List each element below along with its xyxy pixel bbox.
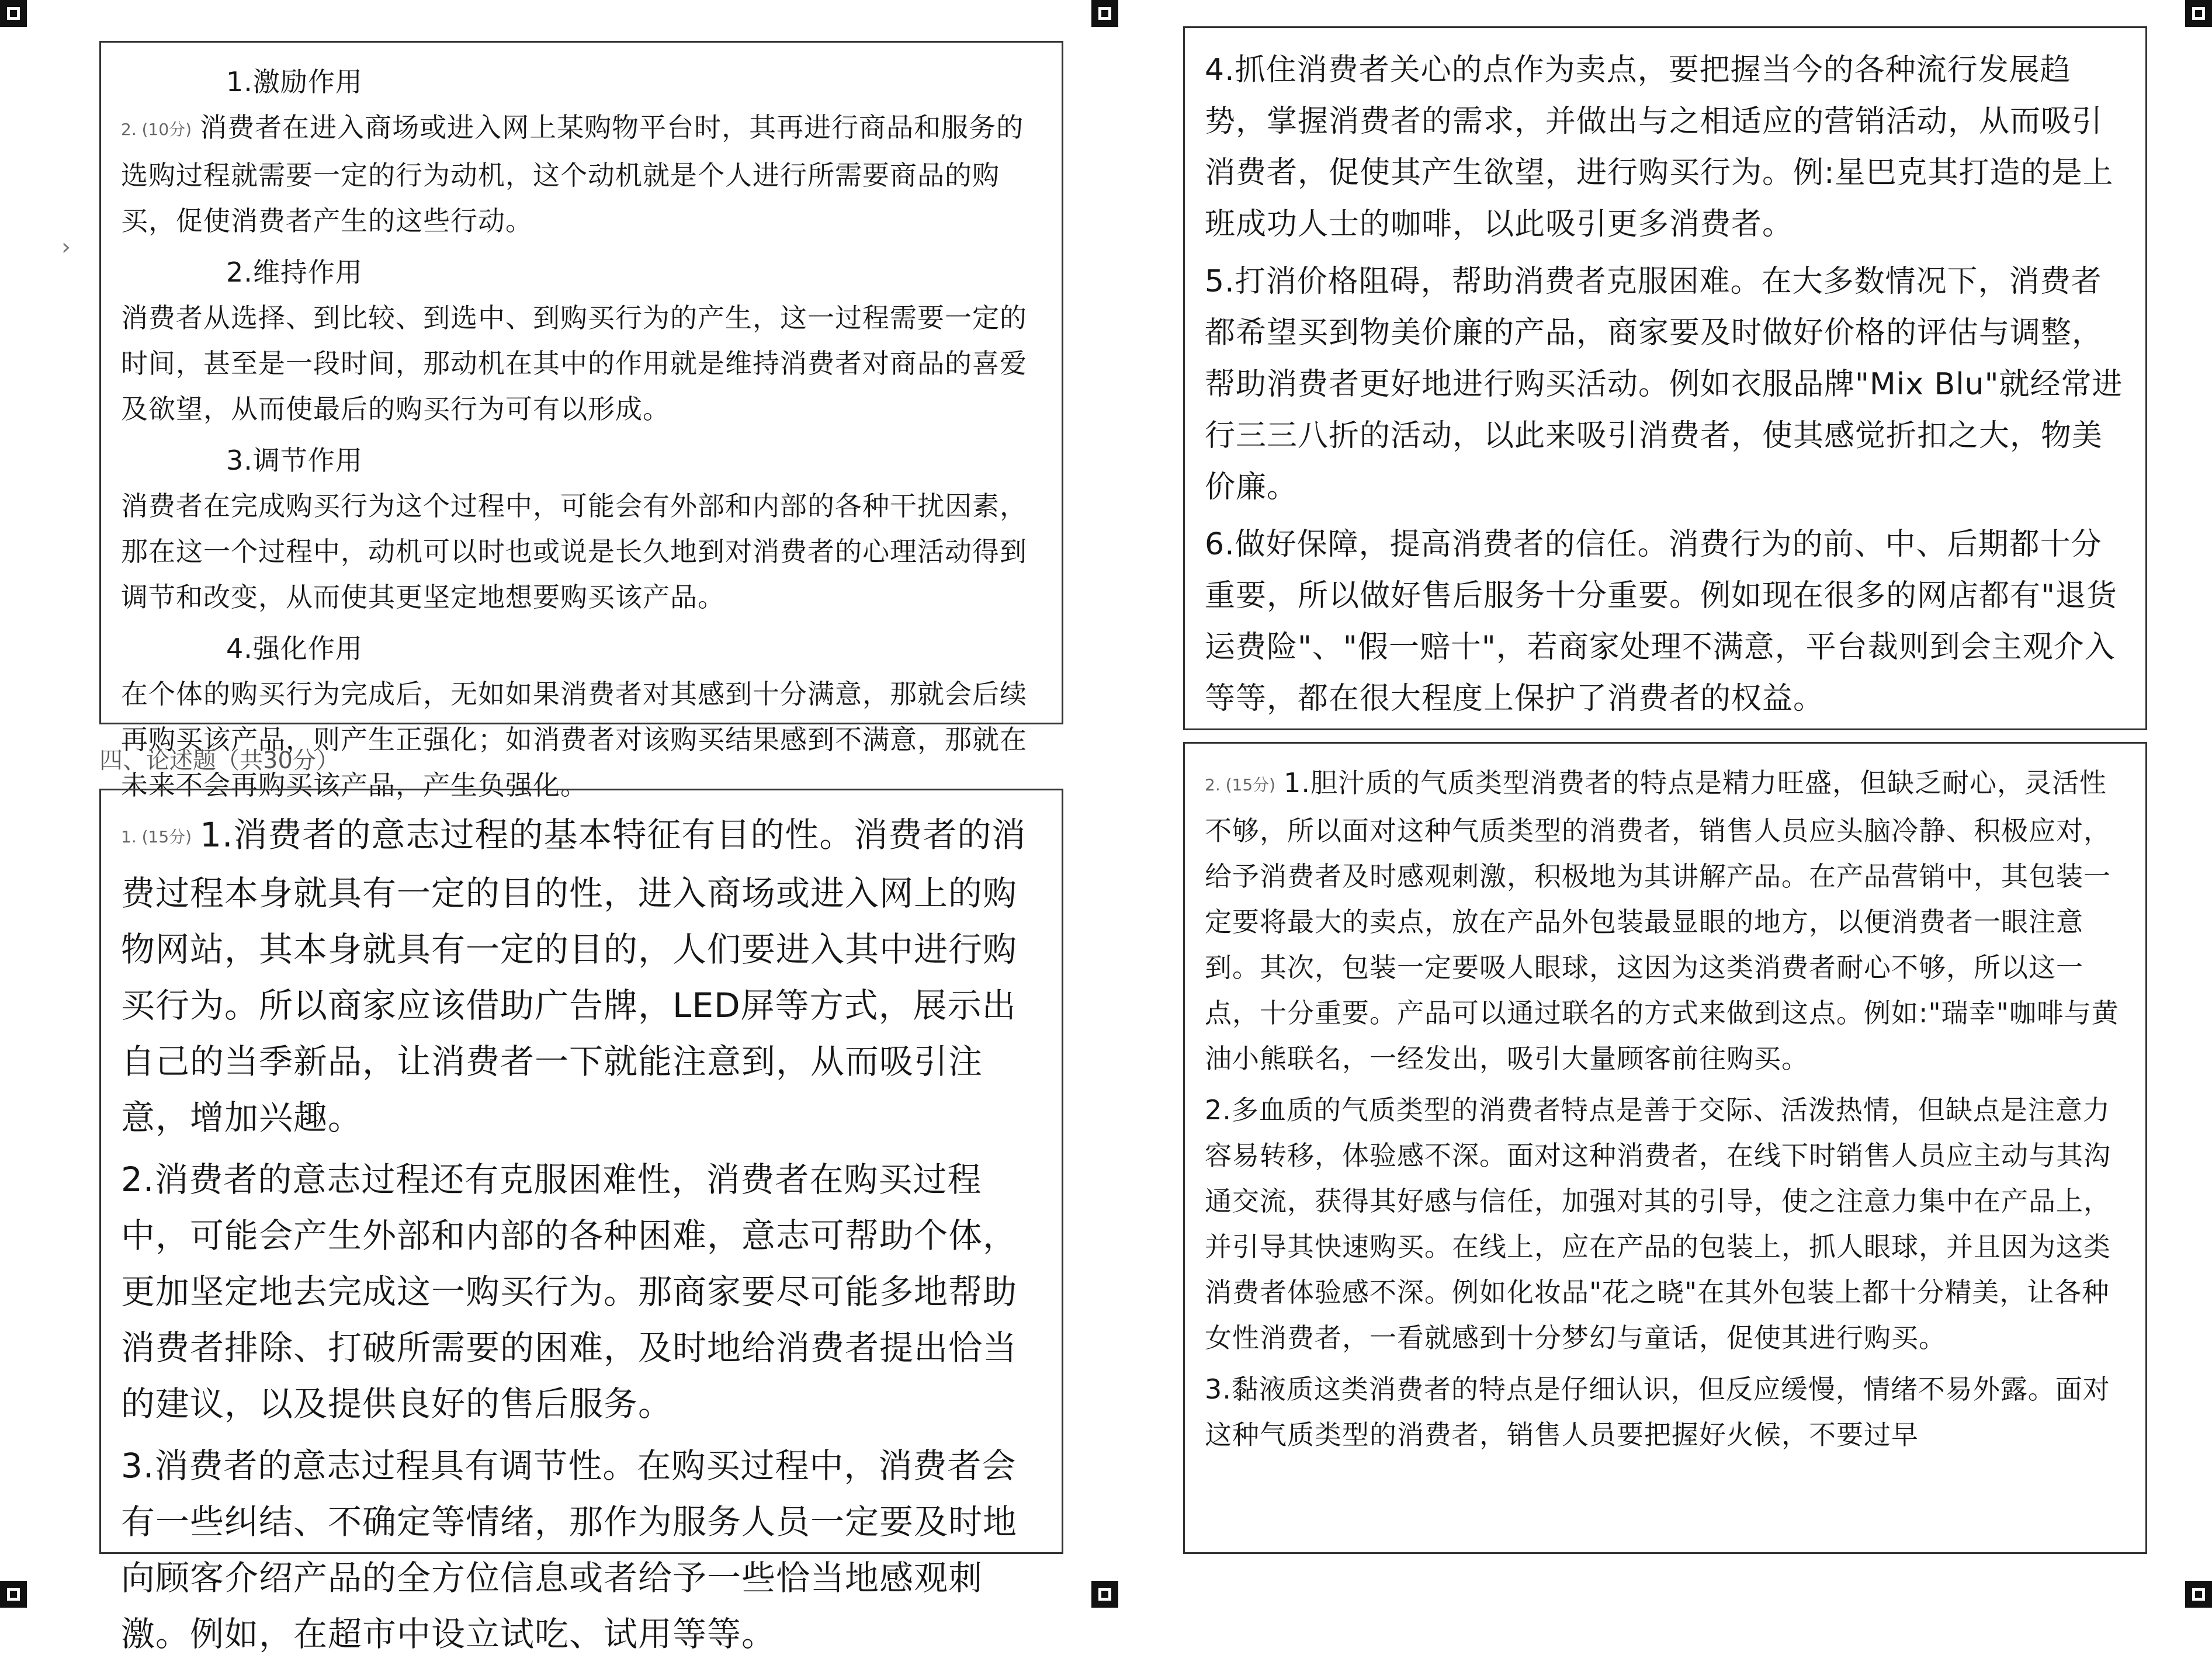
paragraph-text: 1.消费者的意志过程的基本特征有目的性。消费者的消费过程本身就具有一定的目的性，进入商场或进入网上的购物网站，其本身就具有一定的目的，人们要进入其中进行购买行为。所以商家应该借助广告牌，LED屏等方式，展示出自己的当季新品，让消费者一下就能注意到，从而吸引注意，增加兴趣。 bbox=[121, 815, 1027, 1137]
paragraph-text: 2.多血质的气质类型的消费者特点是善于交际、活泼热情，但缺点是注意力容易转移，体验感不深。面对这种消费者，在线下时销售人员应主动与其沟通交流，获得其好感与信任，加强对其的引导，使之注意力集中在产品上，并引导其快速购买。在线上，应在产品的包装上，抓人眼球，并且因为这类消费者体验感不深。例如化妆品"花之晓"在其外包装上都十分精美，让各种女性消费者，一看就感到十分梦幻与童话，促使其进行购买。 bbox=[1205, 1094, 2111, 1354]
item-heading: 4.强化作用 bbox=[226, 632, 363, 664]
item-heading: 1.激励作用 bbox=[226, 66, 363, 98]
item-heading: 3.调节作用 bbox=[226, 444, 363, 476]
paragraph-text: 3.消费者的意志过程具有调节性。在购买过程中，消费者会有一些纠结、不确定等情绪，那作为服务人员一定要及时地向顾客介绍产品的全方位信息或者给予一些恰当地感观刺激。例如，在超市中设立试吃、试用等等。 bbox=[121, 1445, 1018, 1654]
essay-paragraph-2 bbox=[1205, 1087, 2126, 1361]
answer-box-q4-1 bbox=[99, 789, 1063, 1654]
question-score: 2. (10分) bbox=[121, 119, 192, 139]
answer-item-1 bbox=[121, 59, 1042, 244]
paragraph-text: 5.打消价格阻碍，帮助消费者克服困难。在大多数情况下，消费者都希望买到物美价廉的产品，商家要及时做好价格的评估与调整，帮助消费者更好地进行购买活动。例如衣服品牌"Mix Blu"就经常进行三三八折的活动，以此来吸引消费者，使其感觉折扣之大，物美价廉。 bbox=[1205, 264, 2123, 505]
paragraph-text: 1.胆汁质的气质类型消费者的特点是精力旺盛，但缺乏耐心，灵活性不够，所以面对这种气质类型的消费者，销售人员应头脑冷静、积极应对，给予消费者及时感观刺激，积极地为其讲解产品。在产品营销中，其包装一定要将最大的卖点，放在产品外包装最显眼的地方，以便消费者一眼注意到。其次，包装一定要吸人眼球，这因为这类消费者耐心不够，所以这一点，十分重要。产品可以通过联名的方式来做到这点。例如:"瑞幸"咖啡与黄油小熊联名，一经发出，吸引大量顾客前往购买。 bbox=[1205, 767, 2119, 1074]
answer-item-3 bbox=[121, 438, 1042, 620]
essay-paragraph-3 bbox=[121, 1438, 1042, 1662]
paragraph-text: 4.抓住消费者关心的点作为卖点，要把握当今的各种流行发展趋势，掌握消费者的需求，并做出与之相适应的营销活动，从而吸引消费者，促使其产生欲望，进行购买行为。例:星巴克其打造的是上班成功人士的咖啡，以此吸引更多消费者。 bbox=[1205, 53, 2114, 242]
item-text: 消费者在完成购买行为这个过程中，可能会有外部和内部的各种干扰因素，那在这一个过程中，动机可以时也或说是长久地到对消费者的心理活动得到调节和改变，从而使其更坚定地想要购买该产品。 bbox=[121, 490, 1027, 613]
paragraph-text: 3.黏液质这类消费者的特点是仔细认识，但反应缓慢，情绪不易外露。面对这种气质类型的消费者，销售人员要把握好火候，不要过早 bbox=[1205, 1373, 2110, 1451]
registration-marker-top-left bbox=[0, 0, 27, 27]
question-score: 2. (15分) bbox=[1205, 775, 1276, 794]
question-score: 1. (15分) bbox=[121, 827, 192, 846]
essay-paragraph-5 bbox=[1205, 256, 2126, 513]
answer-box-q3-continuation bbox=[1183, 26, 2147, 730]
registration-marker-bottom-center bbox=[1091, 1581, 1118, 1608]
essay-paragraph-2 bbox=[121, 1151, 1042, 1432]
section-title: 四、论述题（共30分） bbox=[99, 747, 339, 774]
registration-marker-bottom-left bbox=[0, 1581, 27, 1608]
item-text: 消费者在进入商场或进入网上某购物平台时，其再进行商品和服务的选购过程就需要一定的行为动机，这个动机就是个人进行所需要商品的购买，促使消费者产生的这些行动。 bbox=[121, 112, 1024, 237]
paragraph-text: 6.做好保障，提高消费者的信任。消费行为的前、中、后期都十分重要，所以做好售后服务十分重要。例如现在很多的网店都有"退货运费险"、"假一赔十"，若商家处理不满意，平台裁则到会主观介入等等，都在很大程度上保护了消费者的权益。 bbox=[1205, 527, 2117, 716]
essay-paragraph-1 bbox=[121, 807, 1042, 1146]
item-text: 在个体的购买行为完成后，无如如果消费者对其感到十分满意，那就会后续再购买该产品，则产生正强化；如消费者对该购买结果感到不满意，那就在未来不会再购买该产品，产生负强化。 bbox=[121, 678, 1027, 801]
registration-marker-top-center bbox=[1091, 0, 1118, 27]
essay-paragraph-4 bbox=[1205, 44, 2126, 250]
essay-paragraph-6 bbox=[1205, 519, 2126, 724]
essay-paragraph-1 bbox=[1205, 760, 2126, 1081]
essay-paragraph-3 bbox=[1205, 1366, 2126, 1458]
answer-box-q4-2 bbox=[1183, 742, 2147, 1554]
answer-item-2 bbox=[121, 249, 1042, 432]
answer-item-4 bbox=[121, 626, 1042, 808]
item-text: 消费者从选择、到比较、到选中、到购买行为的产生，这一过程需要一定的时间，甚至是一段时间，那动机在其中的作用就是维持消费者对商品的喜爱及欲望，从而使最后的购买行为可有以形成。 bbox=[121, 301, 1027, 425]
item-heading: 2.维持作用 bbox=[226, 256, 363, 288]
registration-marker-top-right bbox=[2185, 0, 2212, 27]
stray-mark: › bbox=[61, 234, 71, 261]
registration-marker-bottom-right bbox=[2185, 1581, 2212, 1608]
paragraph-text: 2.消费者的意志过程还有克服困难性，消费者在购买过程中，可能会产生外部和内部的各种困难，意志可帮助个体，更加坚定地去完成这一购买行为。那商家要尽可能多地帮助消费者排除、打破所需要的困难，及时地给消费者提出恰当的建议，以及提供良好的售后服务。 bbox=[121, 1159, 1018, 1424]
